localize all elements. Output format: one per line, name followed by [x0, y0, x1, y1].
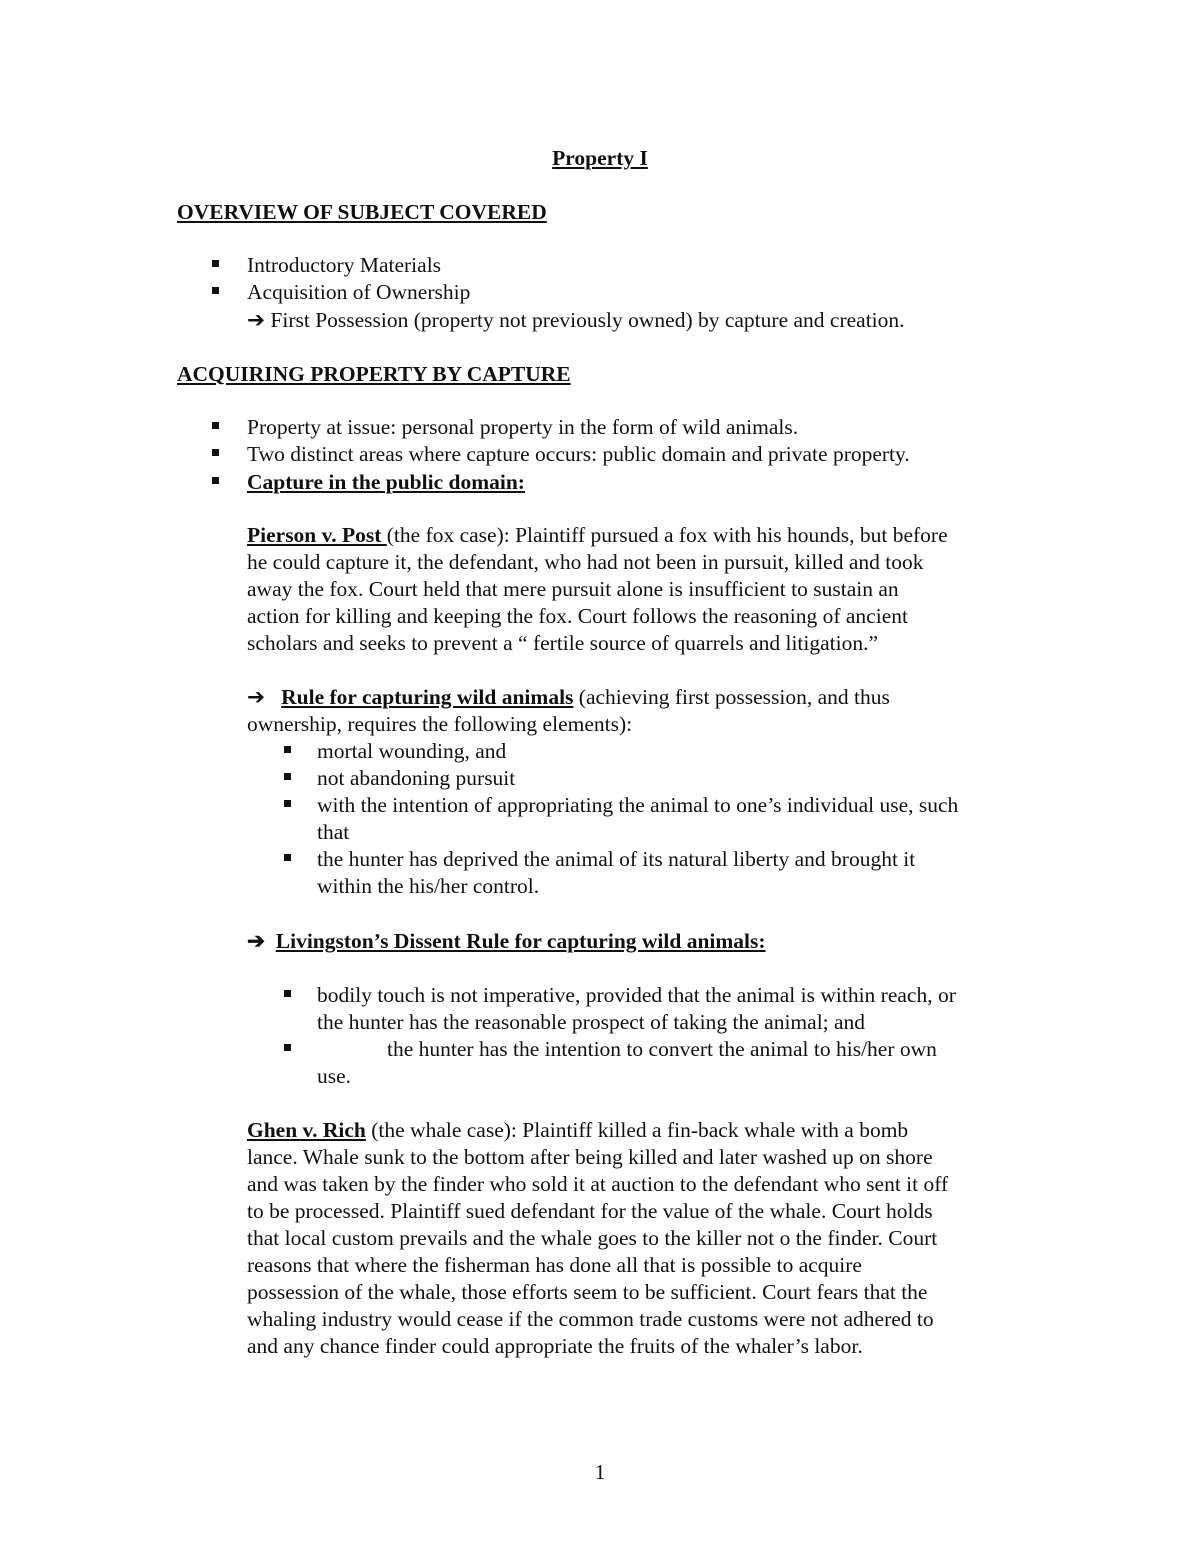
- list-item-continuation: that: [317, 820, 350, 844]
- public-domain-subheading: Capture in the public domain:: [247, 470, 525, 494]
- bullet-square-icon: [284, 773, 291, 780]
- arrow-subitem: ➔ First Possession (property not previously owned) by capture and creation.: [247, 308, 905, 332]
- list-item: Property at issue: personal property in the form of wild animals.: [247, 415, 799, 439]
- bullet-square-icon: [212, 477, 219, 484]
- list-item: not abandoning pursuit: [317, 766, 516, 790]
- bullet-square-icon: [284, 800, 291, 807]
- list-item: Acquisition of Ownership: [247, 280, 471, 304]
- ghen-paragraph: Ghen v. Rich (the whale case): Plaintiff killed a fin-back whale with a bomb lance. Whale sunk to the bottom after being killed and later washed up on shore and was taken by the finder who sold it at auction to the defendant who sent it off to be processed. Plaintiff sued defendant for the value of the whale. Court holds that local custom prevails and the whale goes to the killer not o the finder. Court reasons that where the fisherman has done all that is possible to acquire possession of the whale, those efforts seem to be sufficient. Court fears that the whaling industry would cease if the common trade customs were not adhered to and any chance finder could appropriate the fruits of the whaler’s labor.: [247, 1118, 949, 1358]
- list-item-continuation: use.: [317, 1064, 352, 1088]
- bullet-square-icon: [212, 287, 219, 294]
- bullet-square-icon: [212, 260, 219, 267]
- list-item-continuation: within the his/her control.: [317, 874, 540, 898]
- list-item: mortal wounding, and: [317, 739, 507, 763]
- list-item: with the intention of appropriating the animal to one’s individual use, such: [317, 793, 959, 817]
- dissent-heading-line: [247, 928, 766, 955]
- rule-label: Rule for capturing wild animals: [281, 685, 574, 709]
- rule-paragraph: ➔ Rule for capturing wild animals (achieving first possession, and thus ownership, requires the following elements):: [247, 685, 890, 736]
- case-name-ghen: Ghen v. Rich: [247, 1118, 366, 1142]
- bullet-square-icon: [284, 990, 291, 997]
- list-item: bodily touch is not imperative, provided that the animal is within reach, or: [317, 983, 956, 1007]
- page-title: Property I: [552, 146, 648, 170]
- pierson-paragraph: Pierson v. Post (the fox case): Plaintiff pursued a fox with his hounds, but before he could capture it, the defendant, who had not been in pursuit, killed and took away the fox. Court held that mere pursuit alone is insufficient to sustain an action for killing and keeping the fox. Court follows the reasoning of ancient scholars and seeks to prevent a “ fertile source of quarrels and litigation.”: [247, 523, 948, 655]
- list-item: the hunter has the intention to convert the animal to his/her own: [387, 1037, 937, 1061]
- arrow-right-icon: ➔: [247, 685, 266, 709]
- page-number: 1: [594, 1460, 606, 1484]
- dissent-label: Livingston’s Dissent Rule for capturing wild animals:: [275, 929, 766, 953]
- list-item: Introductory Materials: [247, 253, 442, 277]
- list-item: Two distinct areas where capture occurs: public domain and private property.: [247, 442, 910, 466]
- overview-heading: OVERVIEW OF SUBJECT COVERED: [177, 200, 547, 224]
- bullet-square-icon: [284, 854, 291, 861]
- bullet-square-icon: [212, 422, 219, 429]
- arrow-right-icon: ➔: [247, 929, 266, 953]
- bullet-square-icon: [284, 746, 291, 753]
- list-item-continuation: the hunter has the reasonable prospect of taking the animal; and: [317, 1010, 866, 1034]
- list-item: the hunter has deprived the animal of its natural liberty and brought it: [317, 847, 916, 871]
- bullet-square-icon: [284, 1044, 291, 1051]
- capture-heading: ACQUIRING PROPERTY BY CAPTURE: [177, 362, 571, 386]
- bullet-square-icon: [212, 449, 219, 456]
- case-name-pierson: Pierson v. Post: [247, 523, 387, 547]
